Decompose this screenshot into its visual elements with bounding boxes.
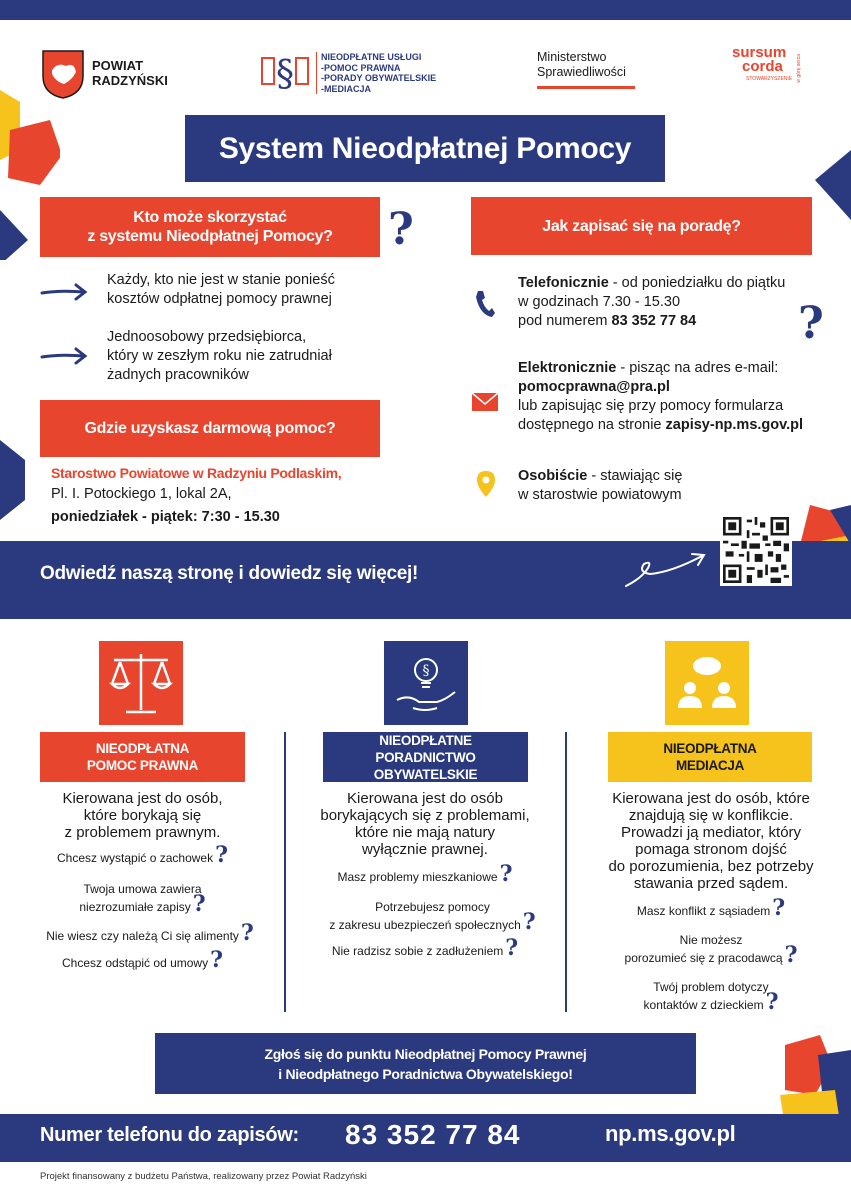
nps-logo [258, 48, 458, 98]
people-chat-icon [670, 646, 744, 720]
question-text-line1: Potrzebujesz pomocy [375, 900, 490, 914]
who-heading-line2: z systemu Nieodpłatnej Pomocy? [87, 228, 333, 245]
question-mark-icon: ? [192, 891, 206, 917]
where-organization: Starostwo Powiatowe w Radzyniu Podlaskim, [51, 465, 342, 481]
ministry-logo [537, 50, 647, 98]
service-legal-description [40, 790, 245, 841]
footer-phone-number[interactable]: 83 352 77 84 [345, 1119, 521, 1150]
service-mediation-desc-line1: Kierowana jest do osób, które [612, 790, 810, 807]
people-icon-box [665, 641, 749, 725]
how-email-bold: Elektronicznie [518, 360, 617, 376]
service-legal-label-line2: POMOC PRAWNA [86, 758, 199, 773]
who-item-2-line1: Jednoosobowy przedsiębiorca, [107, 329, 307, 345]
how-person [518, 467, 682, 505]
how-email [518, 359, 803, 435]
footnote: Projekt finansowany z budżetu Państwa, realizowany przez Powiat Radzyński [40, 1171, 367, 1182]
how-email-rest: - pisząc na adres e-mail: [616, 360, 779, 376]
service-mediation-desc-line4: pomaga stronom dojść [635, 841, 787, 858]
nps-line2: -POMOC PRAWNA [321, 62, 401, 73]
service-legal-question-2 [40, 882, 245, 915]
sursum-vertical: w górę serca [796, 54, 802, 83]
how-person-bold: Osobiście [518, 468, 588, 484]
service-civic-desc-line4: wyłącznie prawnej. [362, 841, 488, 858]
how-email-line3: lub zapisując się przy pomocy formularza [518, 398, 784, 414]
question-text-line1: Twój problem dotyczy [653, 980, 769, 994]
service-civic-label [323, 732, 528, 782]
qr-code[interactable] [720, 514, 792, 586]
scales-icon [104, 646, 178, 720]
question-text-line2: z zakresu ubezpieczeń społecznych [329, 918, 521, 932]
service-mediation-label-line2: MEDIACJA [675, 758, 745, 773]
how-phone [518, 274, 785, 331]
service-legal-question-4 [40, 947, 245, 973]
service-legal-question-3 [30, 920, 270, 946]
sursum-corda-logo [732, 46, 810, 96]
service-legal-question-1 [40, 842, 245, 868]
question-mark-icon: ? [215, 842, 228, 868]
how-phone-number: 83 352 77 84 [611, 313, 697, 329]
who-item-1 [107, 271, 335, 309]
service-civic-desc-line3: które nie mają natury [354, 824, 496, 841]
column-divider [565, 732, 567, 1012]
how-phone-pre: pod numerem [518, 313, 612, 329]
question-mark-icon: ? [772, 895, 786, 921]
service-civic-desc-line1: Kierowana jest do osób [347, 790, 503, 807]
svg-text:§: § [422, 663, 430, 679]
where-hours: poniedziałek - piątek: 7:30 - 15.30 [51, 509, 280, 525]
service-civic-description [310, 790, 540, 858]
service-civic-desc-line2: borykających się z problemami, [320, 807, 530, 824]
cta-box [155, 1033, 696, 1094]
question-mark-icon: ? [798, 298, 824, 349]
question-mark-icon: ? [784, 942, 798, 968]
powiat-logo [40, 48, 180, 100]
service-legal-label [40, 732, 245, 782]
service-civic-question-3 [310, 935, 540, 961]
service-mediation-description [596, 790, 826, 892]
arrow-right-icon [40, 282, 88, 302]
service-mediation-desc-line6: stawania przed sądem. [633, 875, 789, 892]
column-divider [284, 732, 286, 1012]
lightbulb-icon-box [384, 641, 468, 725]
service-civic-label-line2: PORADNICTWO OBYWATELSKIE [373, 749, 478, 782]
question-mark-icon: ? [505, 935, 519, 961]
how-email-pre: dostępnego na stronie [518, 417, 666, 433]
who-heading [40, 197, 380, 257]
sursum-tagline: STOWARZYSZENIE [746, 76, 793, 82]
question-text: Chcesz odstąpić od umowy [62, 956, 209, 970]
nps-line1: NIEODPŁATNE USŁUGI [321, 52, 422, 62]
who-item-1-line2: kosztów odpłatnej pomocy prawnej [107, 291, 332, 307]
service-legal-desc-line1: Kierowana jest do osób, [62, 790, 223, 807]
how-person-rest: - stawiając się [587, 468, 683, 484]
service-mediation-label-line1: NIEODPŁATNA [663, 741, 757, 756]
who-item-1-line1: Każdy, kto nie jest w stanie ponieść [107, 272, 335, 288]
service-legal-desc-line3: z problemem prawnym. [64, 824, 221, 841]
how-person-line2: w starostwie powiatowym [518, 487, 682, 503]
lightbulb-hand-icon [389, 646, 463, 720]
service-legal-desc-line2: które borykają się [83, 807, 202, 824]
page-title: System Nieodpłatnej Pomocy [185, 115, 665, 182]
question-mark-icon: ? [765, 989, 779, 1015]
question-text-line2: niezrozumiałe zapisy [79, 900, 191, 914]
ministry-line1: Ministerstwo [537, 50, 607, 64]
decor-hexagons-right [810, 150, 851, 260]
service-mediation-desc-line2: znajdują się w konflikcie. [628, 807, 794, 824]
top-bar [0, 0, 851, 20]
question-text: Masz konflikt z sąsiadem [636, 904, 771, 918]
paragraph-book-icon [258, 48, 312, 96]
how-email-site: zapisy-np.ms.gov.pl [665, 417, 804, 433]
service-civic-question-1 [310, 861, 540, 887]
scales-icon-box [99, 641, 183, 725]
question-text: Masz problemy mieszkaniowe [337, 870, 498, 884]
phone-icon [474, 289, 496, 319]
powiat-line2: RADZYŃSKI [92, 73, 168, 88]
envelope-icon [471, 392, 499, 412]
question-text: Nie wiesz czy należą Ci się alimenty [46, 929, 239, 943]
who-item-2-line3: żadnych pracowników [107, 367, 249, 383]
service-mediation-desc-line3: Prowadzi ją mediator, który [620, 824, 802, 841]
how-phone-rest: - od poniedziałku do piątku [608, 275, 786, 291]
footer-phone-label: Numer telefonu do zapisów: [40, 1124, 299, 1146]
service-mediation-question-1 [596, 895, 826, 921]
how-email-address: pomocprawna@pra.pl [518, 379, 670, 395]
service-mediation-question-2 [596, 933, 826, 966]
where-heading: Gdzie uzyskasz darmową pomoc? [40, 400, 380, 457]
how-phone-line2: w godzinach 7.30 - 15.30 [518, 294, 681, 310]
question-mark-icon: ? [522, 909, 536, 935]
visit-text: Odwiedź naszą stronę i dowiedz się więcej! [40, 563, 419, 584]
ministry-line2: Sprawiedliwości [537, 65, 626, 79]
service-mediation-label [608, 732, 812, 782]
who-heading-line1: Kto może skorzystać [133, 209, 287, 226]
sursum-line1: sursum [732, 44, 787, 61]
service-legal-label-line1: NIEODPŁATNA [95, 741, 190, 756]
service-civic-label-line1: NIEODPŁATNE [379, 732, 472, 748]
footer-website-link[interactable]: np.ms.gov.pl [605, 1121, 736, 1146]
location-pin-icon [476, 470, 496, 498]
nps-line4: -MEDIACJA [321, 83, 372, 94]
how-phone-bold: Telefonicznie [518, 275, 609, 291]
question-mark-icon: ? [499, 861, 513, 887]
question-text: Chcesz wystąpić o zachowek [57, 851, 214, 865]
powiat-crest-icon [40, 48, 86, 100]
ministry-flag-bar [537, 86, 635, 89]
service-mediation-question-3 [596, 980, 826, 1013]
cta-line2: i Nieodpłatnego Poradnictwa Obywatelskiego! [278, 1065, 573, 1082]
sursum-line2: corda [742, 58, 783, 75]
cta-line1: Zgłoś się do punktu Nieodpłatnej Pomocy Prawnej [264, 1045, 587, 1062]
nps-line3: -PORADY OBYWATELSKIE [321, 73, 437, 83]
how-heading: Jak zapisać się na poradę? [471, 197, 812, 255]
who-item-2 [107, 328, 332, 385]
question-mark-icon: ? [210, 947, 223, 973]
question-text: Nie radzisz sobie z zadłużeniem [331, 944, 504, 958]
question-text-line2: kontaktów z dzieckiem [643, 998, 764, 1012]
who-item-2-line2: który w zeszłym roku nie zatrudniał [107, 348, 332, 364]
question-text-line1: Nie możesz [679, 933, 743, 947]
question-text-line1: Twoja umowa zawiera [83, 882, 202, 896]
powiat-line1: POWIAT [92, 58, 144, 73]
question-text-line2: porozumieć się z pracodawcą [624, 951, 783, 965]
where-address: Pl. I. Potockiego 1, lokal 2A, [51, 486, 232, 502]
question-mark-icon: ? [240, 920, 254, 946]
service-civic-question-2 [310, 900, 555, 933]
service-mediation-desc-line5: do porozumienia, bez potrzeby [608, 858, 814, 875]
swirl-arrow-icon [622, 548, 710, 590]
decor-hexagons-left-mid [0, 440, 30, 540]
question-mark-icon: ? [388, 204, 414, 255]
arrow-right-icon [40, 346, 88, 366]
svg-text:§: § [276, 54, 294, 95]
